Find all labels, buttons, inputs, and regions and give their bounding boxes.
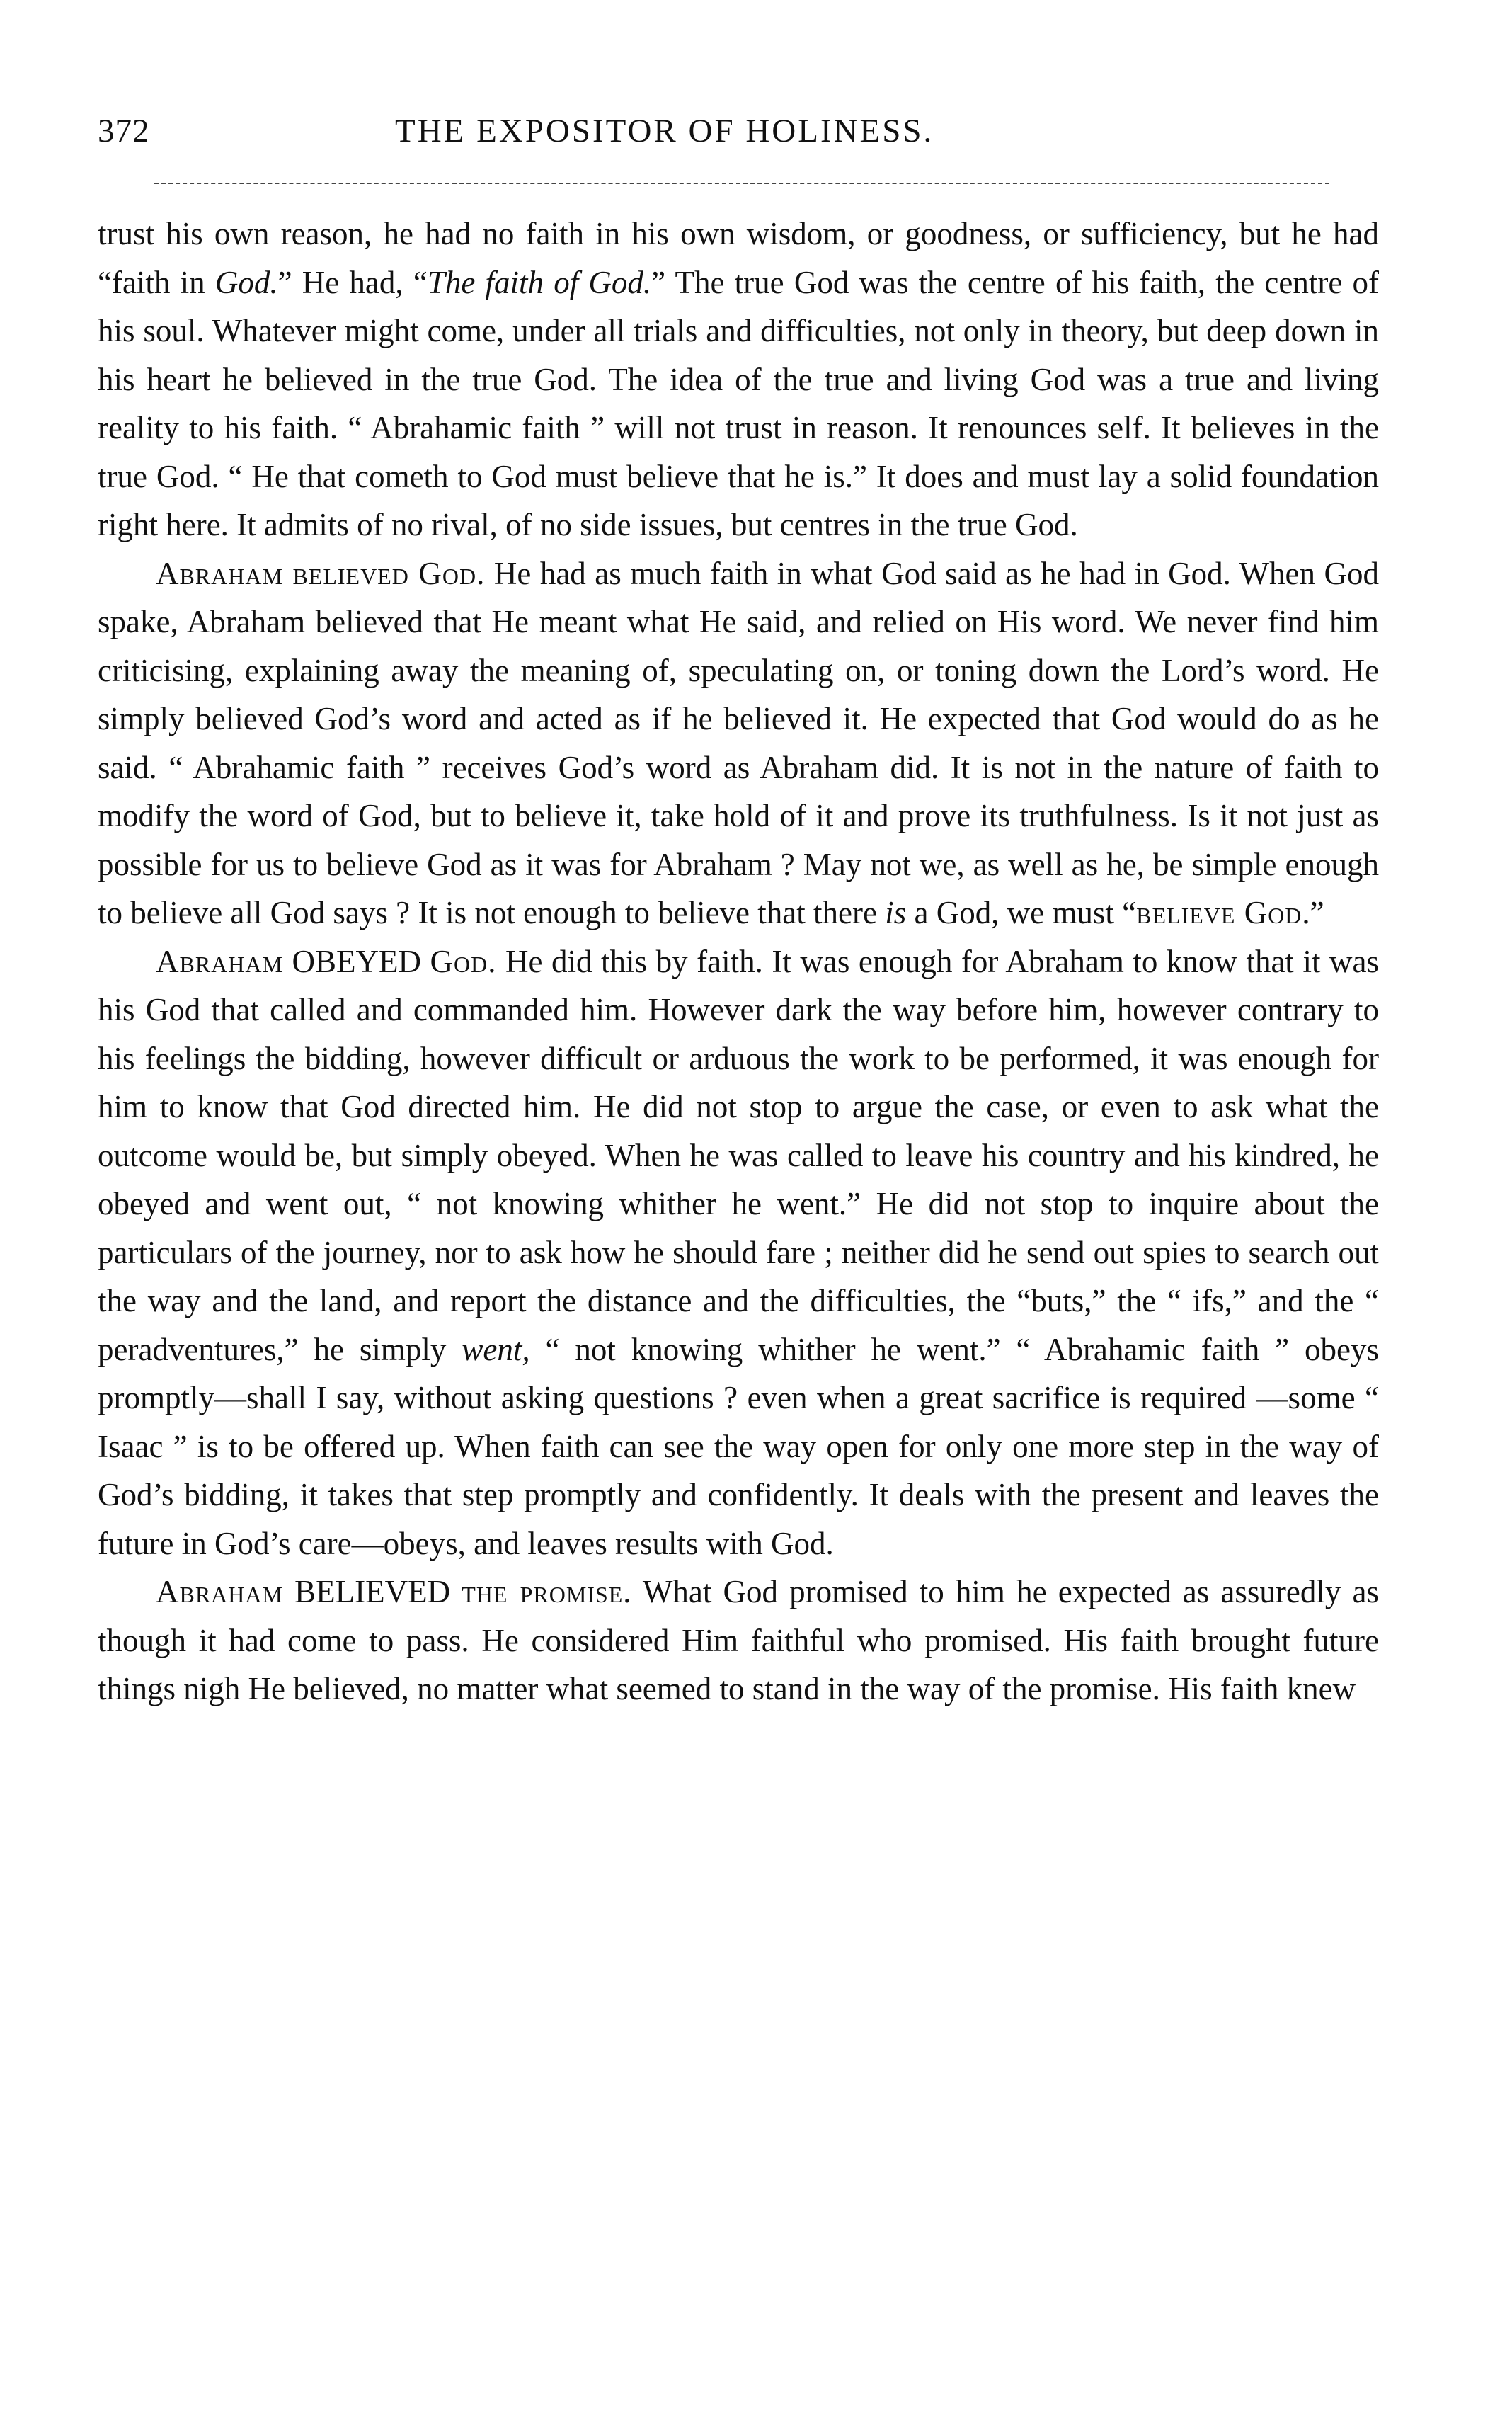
text-run: .” — [1302, 895, 1324, 930]
small-caps-run: believe God — [1136, 895, 1302, 930]
text-run: ” The true God was the centre of his faith, the centre of his soul. Whatever might come, under all trials and difficulties, not only in theory, but deep down in his heart he believed in the true God. The idea of the true and living God was a true and living reality to his faith. “ Abrahamic faith ” will not trust in reason. It renounces self. It believes in the true God. “ He that cometh to God must believe that he is.” It does and must lay a solid foundation right here. It admits of no rival, of no side issues, but centres in the true God. — [98, 264, 1379, 542]
italic-run: God. — [214, 264, 278, 300]
text-run: He had as much faith in what God said as he had in God. When God spake, Abraham believed that He meant what He said, and relied on His word. We never find him criticising, explaining away the meaning of, speculating on, or toning down the Lord’s word. He simply believed God’s word and acted as if he believed it. He expected that God would do as he said. “ Abrahamic faith ” receives God’s word as Abraham did. It is not in the nature of faith to modify the word of God, but to believe it, take hold of it and prove its truthfulness. Is it not just as possible for us to believe God as it was for Abraham ? May not we, as well as he, be simple enough to believe all God says ? It is not enough to believe that there — [98, 555, 1379, 930]
paragraph-1 — [98, 210, 1379, 549]
body-text — [98, 210, 1379, 1713]
section-heading-caps: BELIEVED — [282, 1574, 462, 1609]
text-run: trust his own reason, he had no faith in his own wisdom, or goodness, or sufficiency, but he had “faith in — [98, 216, 1379, 300]
section-heading: Abraham believed God. — [156, 555, 486, 591]
text-run: He did this by faith. It was enough for Abraham to know that it was his God that called and commanded him. However dark the way before him, however contrary to his feelings the bidding, however difficult or arduous the work to be performed, it was enough for him to know that God directed him. He did not stop to argue the case, or even to ask what the outcome would be, but simply obeyed. When he was called to leave his country and his kindred, he obeyed and went out, “ not knowing whither he went.” He did not stop to inquire about the particulars of the journey, nor to ask how he should fare ; neither did he send out spies to search out the way and the land, and report the distance and the difficulties, the “buts,” the “ ifs,” and the “ peradventures,” he simply — [98, 943, 1379, 1367]
italic-run: went, — [462, 1331, 530, 1367]
text-run: What God promised to him he expected as assuredly as though it had come to pass. He considered Him faithful who promised. His faith brought future things nigh He believed, no matter what seemed to stand in the way of the promise. His faith knew — [98, 1574, 1379, 1706]
paragraph-3 — [98, 937, 1379, 1568]
text-run: a God, we must “ — [906, 895, 1137, 930]
section-heading: Abraham — [156, 943, 283, 979]
page-header — [98, 106, 1379, 163]
section-heading: Abraham — [156, 1574, 283, 1609]
section-heading-caps: OBEYED — [282, 943, 430, 979]
section-heading: the promise. — [462, 1574, 632, 1609]
italic-run: is — [885, 895, 907, 930]
text-run: ” He had, “ — [277, 264, 428, 300]
header-rule — [154, 183, 1329, 184]
text-run: “ not knowing whither he went.” “ Abrahamic faith ” obeys promptly—shall I say, without asking questions ? even when a great sacrifice is required —some “ Isaac ” is to be offered up. When faith can see the way open for only one more step in the way of God’s bidding, it takes that step promptly and confidently. It deals with the present and leaves the future in God’s care—obeys, and leaves results with God. — [98, 1331, 1379, 1561]
page — [98, 106, 1379, 1713]
paragraph-2 — [98, 549, 1379, 937]
running-title: THE EXPOSITOR OF HOLINESS. — [395, 113, 934, 149]
page-number: 372 — [98, 113, 150, 149]
section-heading: God. — [430, 943, 497, 979]
paragraph-4 — [98, 1568, 1379, 1713]
italic-run: The faith of God. — [427, 264, 652, 300]
